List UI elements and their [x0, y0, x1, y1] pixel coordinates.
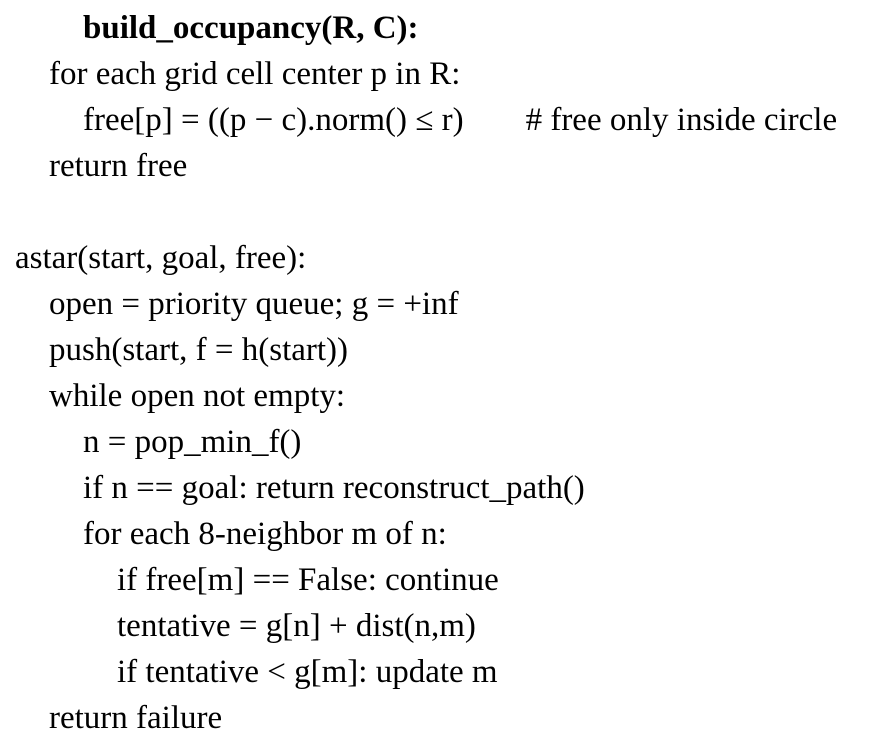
line-free-assignment-text: free[p] = ((p − c).norm() ≤ r)	[83, 102, 464, 138]
line-return-failure	[0, 695, 886, 741]
line-free-check-continue	[0, 557, 886, 603]
line-free-assignment	[0, 97, 886, 143]
fn-header-build-occupancy	[0, 5, 886, 51]
line-return-free	[0, 143, 886, 189]
line-tentative-update-text: if tentative < g[m]: update m	[117, 654, 498, 690]
line-tentative-update	[0, 649, 886, 695]
line-while-open-not-empty-text: while open not empty:	[49, 378, 346, 414]
fn-header-build-occupancy-text: build_occupancy(R, C):	[83, 10, 419, 46]
line-return-failure-text: return failure	[49, 700, 223, 736]
line-tentative-cost-text: tentative = g[n] + dist(n,m)	[117, 608, 476, 644]
line-for-each-neighbor	[0, 511, 886, 557]
line-push-start	[0, 327, 886, 373]
fn-header-astar-text: astar(start, goal, free):	[15, 240, 307, 276]
line-for-each-grid-cell	[0, 51, 886, 97]
line-for-each-neighbor-text: for each 8-neighbor m of n:	[83, 516, 447, 552]
blank-line	[0, 189, 886, 235]
line-tentative-cost	[0, 603, 886, 649]
line-open-init-text: open = priority queue; g = +inf	[49, 286, 459, 322]
line-for-each-grid-cell-text: for each grid cell center p in R:	[49, 56, 461, 92]
line-open-init	[0, 281, 886, 327]
line-goal-check-text: if n == goal: return reconstruct_path()	[83, 470, 585, 506]
line-free-check-continue-text: if free[m] == False: continue	[117, 562, 499, 598]
line-pop-min-f-text: n = pop_min_f()	[83, 424, 302, 460]
fn-header-astar	[0, 235, 886, 281]
line-while-open-not-empty	[0, 373, 886, 419]
line-return-free-text: return free	[49, 148, 188, 184]
line-push-start-text: push(start, f = h(start))	[49, 332, 349, 368]
inline-comment: # free only inside circle	[525, 102, 838, 138]
line-goal-check	[0, 465, 886, 511]
line-pop-min-f	[0, 419, 886, 465]
